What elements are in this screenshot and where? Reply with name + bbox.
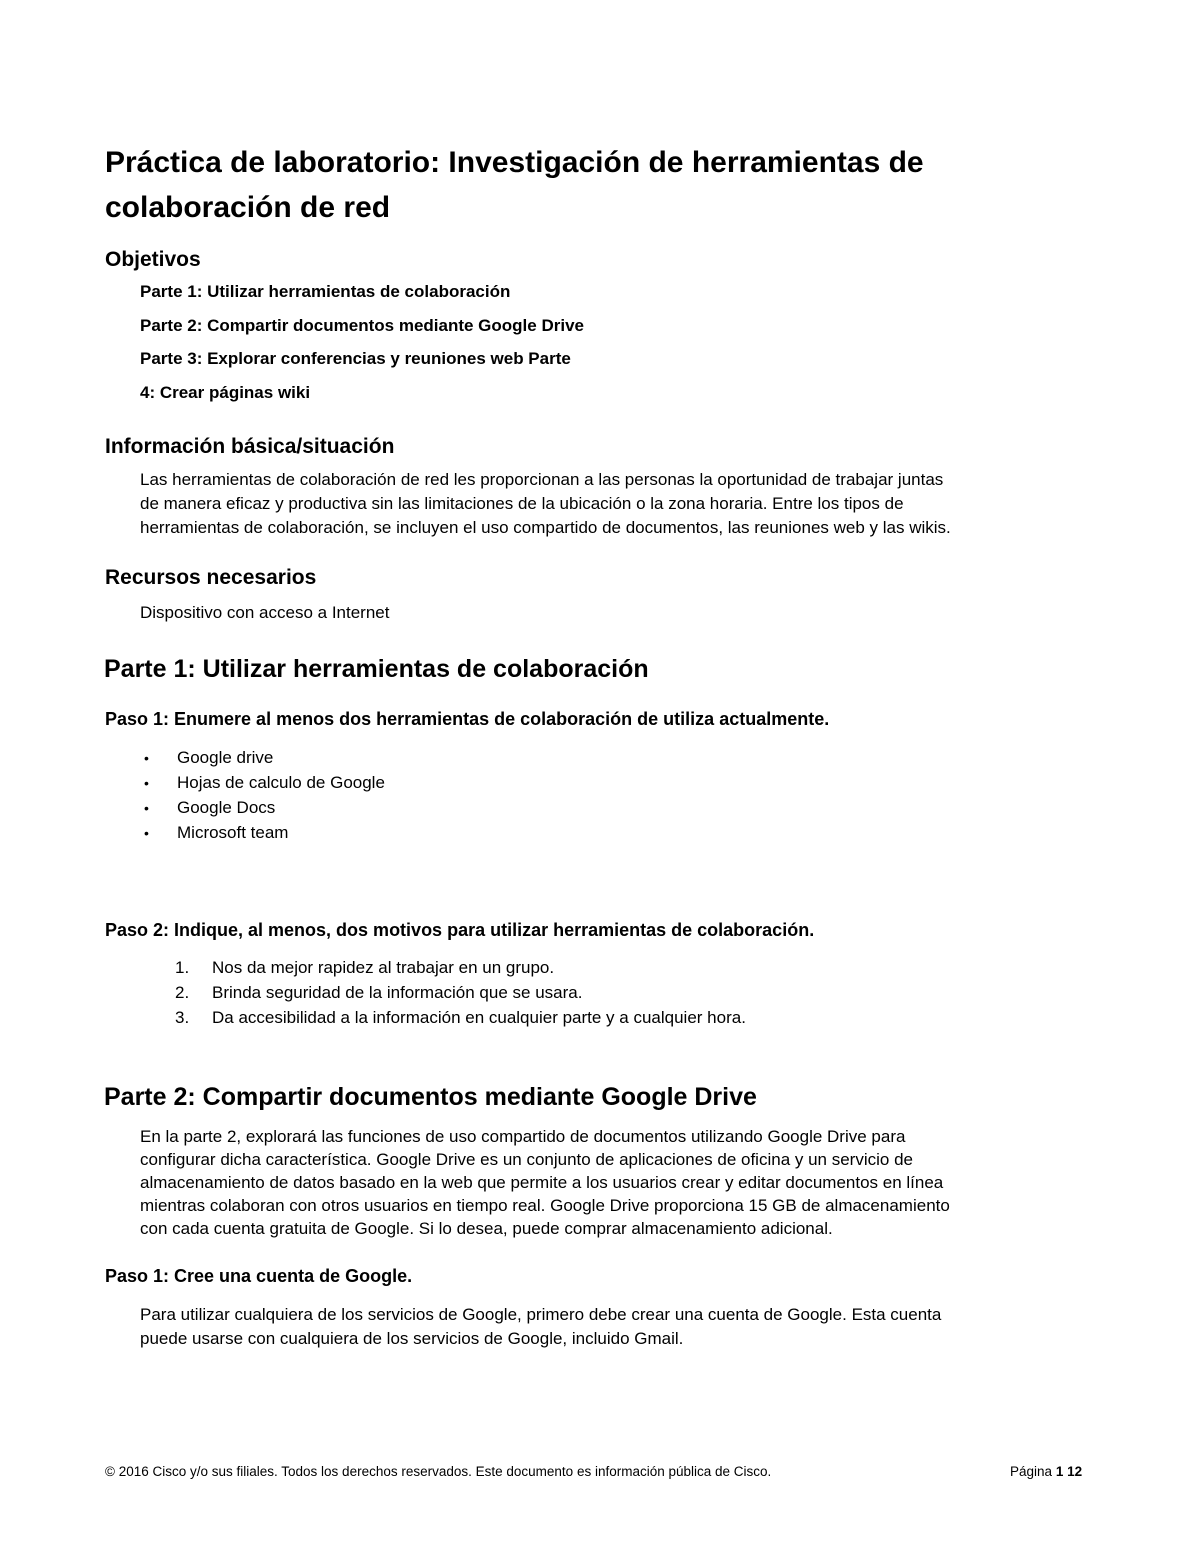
parte2-line: con cada cuenta gratuita de Google. Si lo desea, puede comprar almacenamiento adicional. [140, 1219, 833, 1238]
list-item-text: Hojas de calculo de Google [177, 773, 385, 792]
parte2-line: almacenamiento de datos basado en la web que permite a los usuarios crear y editar documentos en línea [140, 1173, 944, 1192]
objetivo-item: Parte 3: Explorar conferencias y reuniones web Parte [140, 349, 571, 368]
parte2-paso1-line: Para utilizar cualquiera de los servicios de Google, primero debe crear una cuenta de Google. Esta cuenta [140, 1305, 942, 1324]
objetivo-item: Parte 2: Compartir documentos mediante Google Drive [140, 316, 584, 335]
page-label: Página [1010, 1464, 1053, 1479]
parte1-heading: Parte 1: Utilizar herramientas de colaboración [104, 655, 649, 683]
list-number: 2. [175, 983, 190, 1002]
page-title-line-1: Práctica de laboratorio: Investigación de herramientas de [105, 146, 924, 179]
list-item-text: Brinda seguridad de la información que se usara. [212, 983, 583, 1002]
bullet-icon: • [144, 775, 149, 791]
bullet-icon: • [144, 825, 149, 841]
recursos-heading: Recursos necesarios [105, 566, 317, 589]
list-item-text: Google drive [177, 748, 274, 767]
parte2-line: En la parte 2, explorará las funciones de uso compartido de documentos utilizando Google Drive para [140, 1127, 906, 1146]
objetivo-item: Parte 1: Utilizar herramientas de colaboración [140, 282, 511, 301]
informacion-line: herramientas de colaboración, se incluyen el uso compartido de documentos, las reuniones web y las wikis. [140, 518, 951, 537]
list-item-text: Google Docs [177, 798, 276, 817]
recursos-text: Dispositivo con acceso a Internet [140, 603, 390, 622]
informacion-heading: Información básica/situación [105, 435, 395, 458]
list-number: 3. [175, 1008, 190, 1027]
parte2-paso1-heading: Paso 1: Cree una cuenta de Google. [105, 1266, 413, 1286]
parte2-heading: Parte 2: Compartir documentos mediante Google Drive [104, 1083, 757, 1111]
parte2-paso1-line: puede usarse con cualquiera de los servicios de Google, incluido Gmail. [140, 1329, 684, 1348]
page-number [1010, 1464, 1082, 1479]
list-number: 1. [175, 958, 190, 977]
parte2-line: mientras colaboran con otros usuarios en tiempo real. Google Drive proporciona 15 GB de almacenamiento [140, 1196, 950, 1215]
list-item-text: Da accesibilidad a la información en cualquier parte y a cualquier hora. [212, 1008, 746, 1027]
page-current: 1 [1055, 1464, 1064, 1479]
footer-copyright: © 2016 Cisco y/o sus filiales. Todos los derechos reservados. Este documento es información pública de Cisco. [105, 1464, 772, 1479]
parte1-paso2-heading: Paso 2: Indique, al menos, dos motivos para utilizar herramientas de colaboración. [105, 920, 815, 940]
objetivos-heading: Objetivos [105, 248, 201, 271]
parte1-paso1-heading: Paso 1: Enumere al menos dos herramientas de colaboración de utiliza actualmente. [105, 709, 830, 729]
list-item-text: Nos da mejor rapidez al trabajar en un grupo. [212, 958, 555, 977]
list-item-text: Microsoft team [177, 823, 289, 842]
bullet-icon: • [144, 800, 149, 816]
informacion-line: de manera eficaz y productiva sin las limitaciones de la ubicación o la zona horaria. Entre los tipos de [140, 494, 904, 513]
parte2-line: configurar dicha característica. Google Drive es un conjunto de aplicaciones de oficina y un servicio de [140, 1150, 913, 1169]
informacion-line: Las herramientas de colaboración de red les proporcionan a las personas la oportunidad de trabajar juntas [140, 470, 944, 489]
page-title-line-2: colaboración de red [105, 191, 391, 224]
page-total: 12 [1067, 1464, 1083, 1479]
objetivo-item: 4: Crear páginas wiki [140, 383, 311, 402]
bullet-icon: • [144, 750, 149, 766]
